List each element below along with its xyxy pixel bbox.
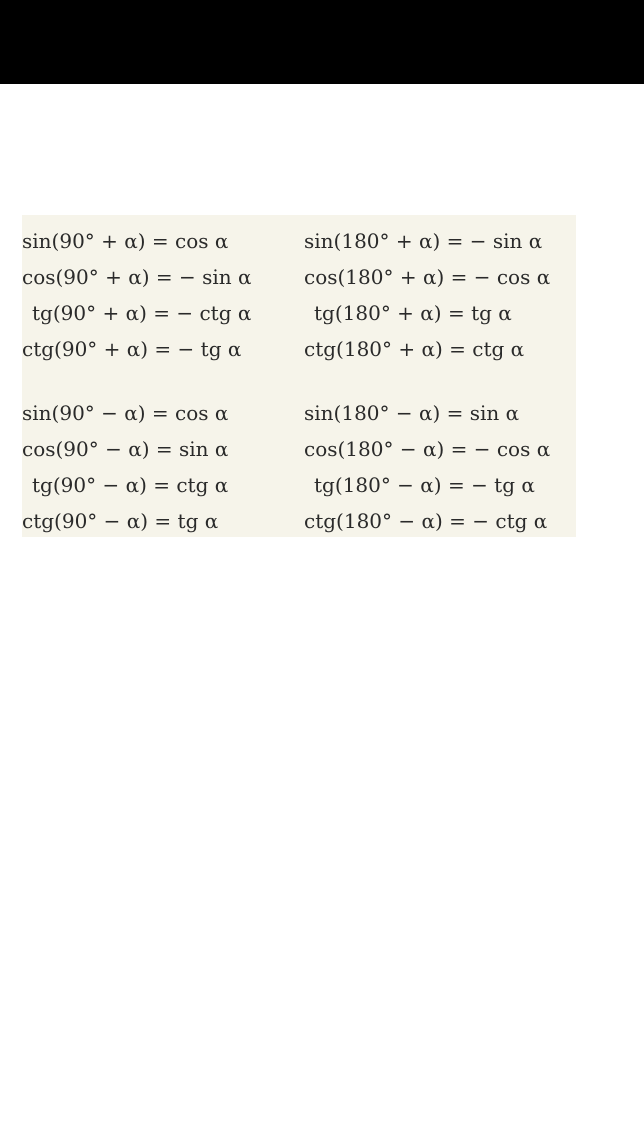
formula-ctg-90-plus: ctg(90° + α) = − tg α <box>22 337 242 361</box>
formula-row <box>22 297 576 333</box>
formula-cos-90-plus: cos(90° + α) = − sin α <box>22 265 252 289</box>
formula-sin-90-plus: sin(90° + α) = cos α <box>22 229 229 253</box>
formula-tg-90-plus: tg(90° + α) = − ctg α <box>32 301 252 325</box>
formula-sin-180-plus: sin(180° + α) = − sin α <box>304 229 543 253</box>
formula-tg-180-minus: tg(180° − α) = − tg α <box>314 473 535 497</box>
formula-row <box>22 333 576 369</box>
formula-row <box>22 433 576 469</box>
formula-cos-180-plus: cos(180° + α) = − cos α <box>304 265 551 289</box>
formula-tg-180-plus: tg(180° + α) = tg α <box>314 301 512 325</box>
formula-ctg-180-plus: ctg(180° + α) = ctg α <box>304 337 525 361</box>
formula-sin-180-minus: sin(180° − α) = sin α <box>304 401 520 425</box>
formula-row <box>22 397 576 433</box>
formula-sin-90-minus: sin(90° − α) = cos α <box>22 401 229 425</box>
formula-ctg-90-minus: ctg(90° − α) = tg α <box>22 509 219 533</box>
plus-alpha-formulas <box>22 225 576 369</box>
formula-ctg-180-minus: ctg(180° − α) = − ctg α <box>304 509 548 533</box>
formula-cos-90-minus: cos(90° − α) = sin α <box>22 437 229 461</box>
formula-row <box>22 261 576 297</box>
formula-row <box>22 505 576 541</box>
top-black-bar <box>0 0 644 84</box>
reduction-formulas-image <box>22 215 576 537</box>
formula-row <box>22 225 576 261</box>
formula-tg-90-minus: tg(90° − α) = ctg α <box>32 473 229 497</box>
formula-cos-180-minus: cos(180° − α) = − cos α <box>304 437 551 461</box>
formula-row <box>22 469 576 505</box>
minus-alpha-formulas <box>22 397 576 541</box>
